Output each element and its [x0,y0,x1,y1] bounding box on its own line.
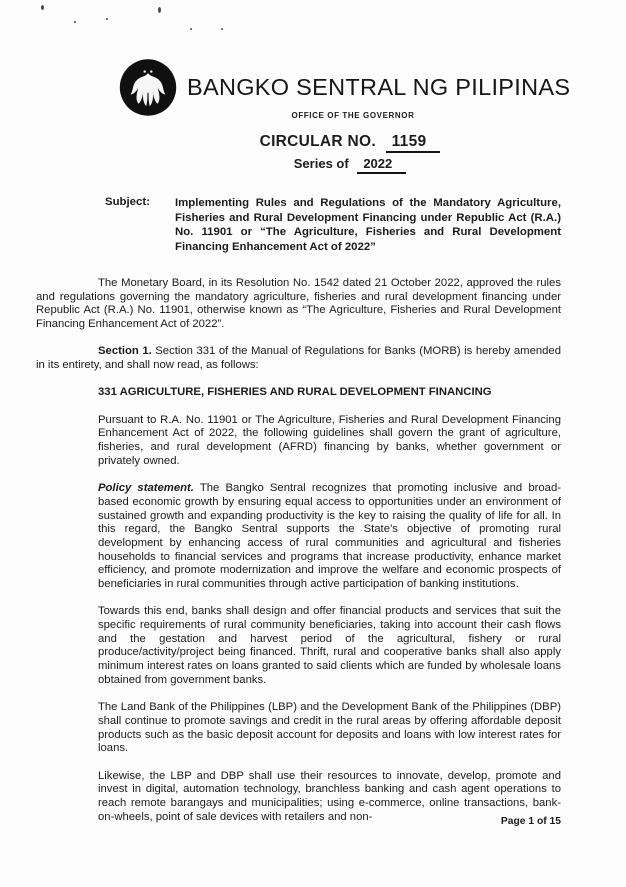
series-line [120,156,580,174]
paragraph-lbp-dbp: The Land Bank of the Philippines (LBP) and the Development Bank of the Philippines (DBP) shall continue to promote savings and credit in the rural areas by offering affordable deposit products such as the basic deposit account for deposits and loans with low interest rates for loans. [98,701,561,755]
page-number: Page 1 of 15 [500,816,561,827]
circular-number: 1159 [386,134,441,153]
letterhead [118,57,570,118]
series-label: Series of [293,156,349,171]
section-331-heading: 331 AGRICULTURE, FISHERIES AND RURAL DEVELOPMENT FINANCING [98,386,492,399]
scan-speck [221,28,223,30]
section-1-lead: Section 1. [98,345,152,358]
paragraph-towards-this-end: Towards this end, banks shall design and offer financial products and services that suit the specific requirements of rural community beneficiaries, taking into account their cash flows and the gestation and harvest period of the agricultural, fishery or rural produce/activity/project being financed. Thrift, rural and cooperative banks shall also apply minimum interest rates on loans granted to said clients which are funded by wholesale loans obtained from government banks. [98,605,561,686]
paragraph-pursuant: Pursuant to R.A. No. 11901 or The Agriculture, Fisheries and Rural Development Financing Enhancement Act of 2022, the following guidelines shall govern the grant of agriculture, fisheries, and rural development (AFRD) financing by banks, whether government or privately owned. [98,413,561,467]
paragraph-likewise: Likewise, the LBP and DBP shall use their resources to innovate, develop, promote and invest in digital, automation technology, branchless banking and cash agent operations to reach remote barangays and municipalities; using e-commerce, online transactions, bank-on-wheels, point of sale devices with retailers and non- [98,769,561,823]
amended-section-block [98,386,561,824]
scan-speck [106,18,108,20]
circular-label: CIRCULAR NO. [259,133,376,150]
bsp-eagle-logo-icon [118,57,178,118]
scan-speck [158,7,161,13]
policy-statement-lead: Policy statement. [98,482,194,495]
scan-speck [190,28,192,30]
paragraph-policy-statement [98,482,561,592]
section-1-rest: Section 331 of the Manual of Regulations for Banks (MORB) is hereby amended in its entirety, and shall now read, as follows: [36,345,561,372]
paragraph-section-1 [36,345,561,372]
paragraph-monetary-board: The Monetary Board, in its Resolution No. 1542 dated 21 October 2022, approved the rules and regulations governing the mandatory agriculture, fisheries and rural development financing under Republic Act (R.A.) No. 11901, otherwise known as “The Agriculture, Fisheries and Rural Development Financing Enhancement Act of 2022”. [36,277,561,331]
office-of-the-governor: OFFICE OF THE GOVERNOR [291,111,415,120]
scan-speck [41,5,44,10]
subject-row [105,196,561,254]
document-body [36,277,561,838]
circular-number-line [120,133,580,153]
series-year: 2022 [357,157,406,174]
policy-statement-rest: The Bangko Sentral recognizes that promoting inclusive and broad-based economic growth by ensuring equal access to opportunities under an environment of sustained growth and expanding productivity is the key to raising the quality of life for all. In this regard, the Bangko Sentral supports the State’s objective of promoting rural development by enhancing access of rural communities and agricultural and fisheries households to financial services and programs that increase productivity, enhance market efficiency, and promote modernization and improve the welfare and economic prospects of beneficiaries in rural communities through active participation of banking institutions. [98,482,562,591]
subject-text: Implementing Rules and Regulations of the Mandatory Agriculture, Fisheries and Rural Development Financing under Republic Act (R.A.) No. 11901 or “The Agriculture, Fisheries and Rural Development Financing Enhancement Act of 2022” [175,197,561,253]
scan-speck [74,21,76,23]
bank-name: BANGKO SENTRAL NG PILIPINAS [187,74,571,100]
subject-label: Subject: [105,196,150,208]
